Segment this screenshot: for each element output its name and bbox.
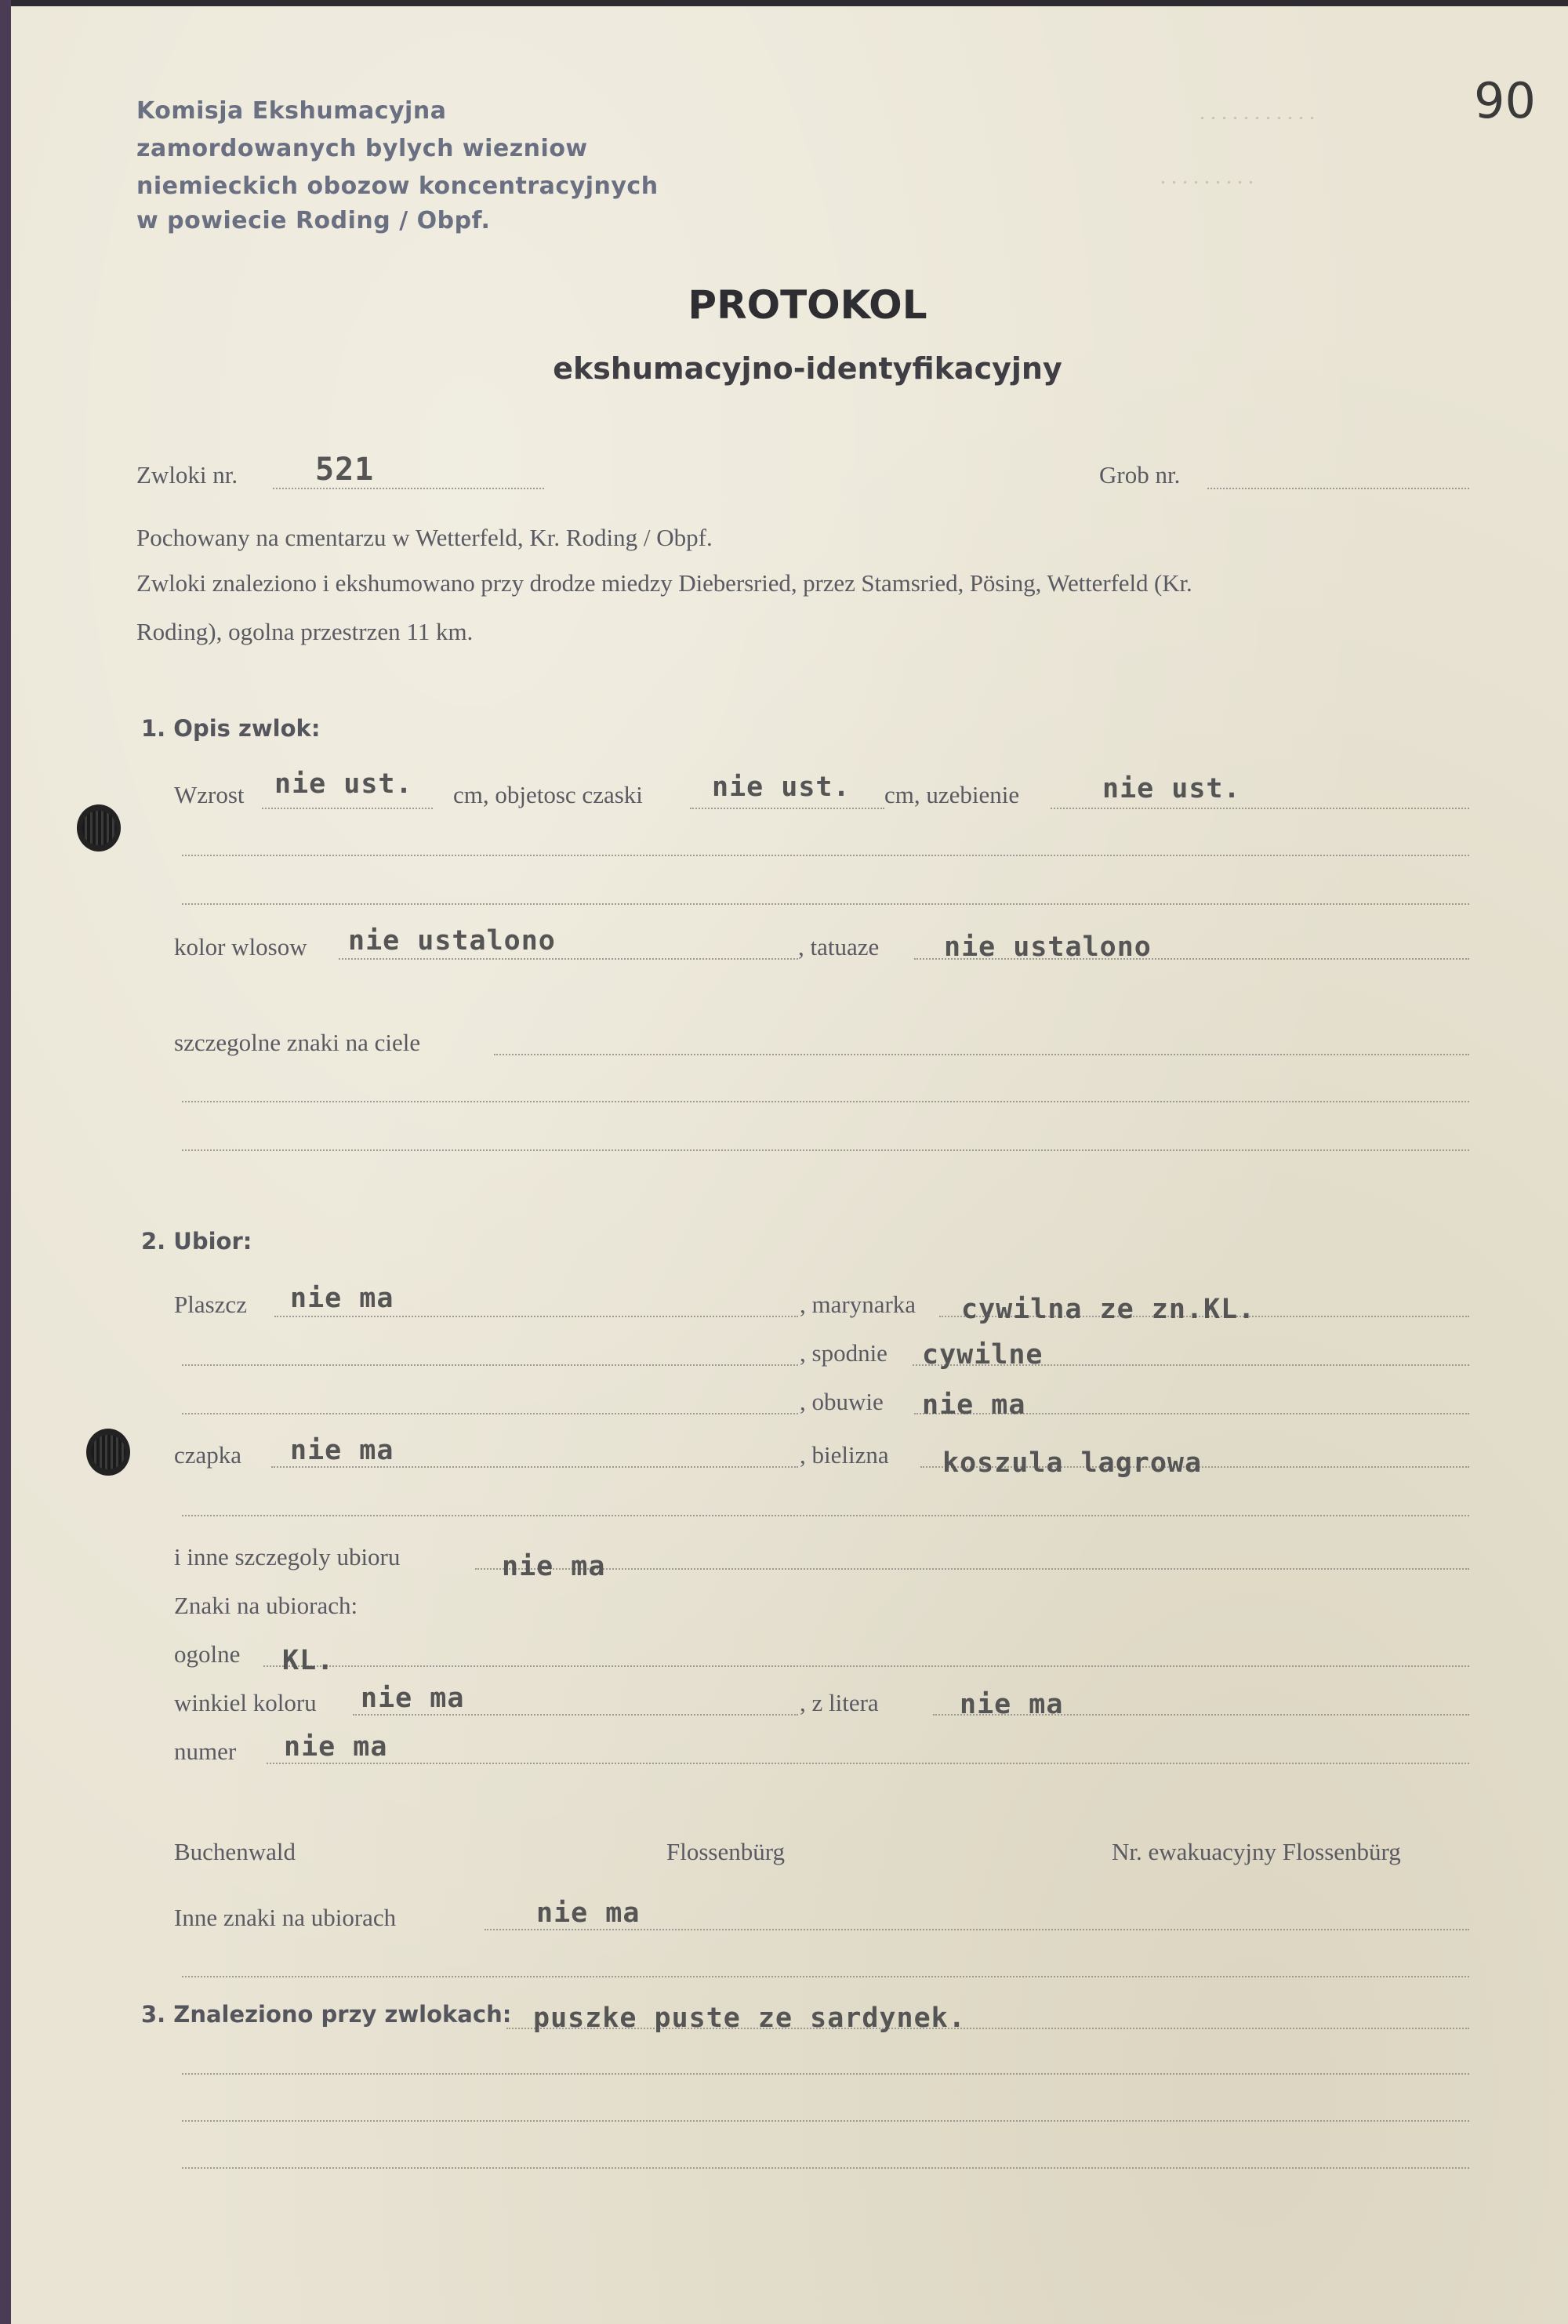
scan-edge-left [0, 0, 11, 2324]
section-2-heading: 2. Ubior: [141, 1228, 252, 1255]
skull-value: nie ust. [712, 772, 851, 803]
other-clothing-field-line [475, 1568, 1469, 1570]
punch-hole-icon [77, 804, 121, 852]
burial-text: Pochowany na cmentarzu w Wetterfeld, Kr. Roding / Obpf. [136, 524, 713, 551]
hair-value: nie ustalono [348, 925, 556, 957]
coat-field-line [274, 1316, 798, 1317]
blank-line [182, 1149, 1469, 1151]
letter-label: , z litera [800, 1689, 879, 1716]
found-text-line-1: Zwloki znaleziono i ekshumowano przy drodze miedzy Diebersried, przez Stamsried, Pösing, Wetterfeld (Kr. [136, 569, 1192, 597]
bleed-through-text: . . . . . . . . . [1160, 165, 1254, 189]
teeth-field-line [1051, 808, 1469, 809]
body-number-value: 521 [315, 452, 375, 488]
bleed-through-text: . . . . . . . . . . . [1200, 100, 1315, 125]
other-clothing-marks-label: Inne znaki na ubiorach [174, 1904, 397, 1931]
document-title: PROTOKOL [688, 282, 927, 328]
header-line-2: zamordowanych bylych wiezniow [136, 135, 588, 162]
section-3-heading: 3. Znaleziono przy zwlokach: [141, 2001, 512, 2028]
cap-value: nie ma [290, 1435, 394, 1466]
blank-line [182, 855, 1469, 856]
coat-label: Plaszcz [174, 1291, 247, 1318]
body-marks-label: szczegolne znaki na ciele [174, 1029, 421, 1056]
blank-line [182, 903, 1469, 905]
body-number-field-line [273, 488, 544, 489]
blank-line [182, 1515, 1469, 1516]
height-value: nie ust. [274, 768, 413, 800]
general-marks-label: ogolne [174, 1640, 241, 1668]
grave-number-field-line [1207, 488, 1469, 489]
tattoo-label: , tatuaze [798, 933, 880, 960]
jacket-value: cywilna ze zn.KL. [961, 1294, 1256, 1325]
hair-label: kolor wlosow [174, 933, 307, 960]
general-marks-field-line [263, 1665, 1469, 1667]
evacuation-number-label: Nr. ewakuacyjny Flossenbürg [1112, 1838, 1401, 1865]
found-text-line-2: Roding), ogolna przestrzen 11 km. [136, 618, 474, 645]
cap-field-line [271, 1466, 798, 1468]
skull-field-line [690, 808, 884, 809]
height-field-line [262, 808, 433, 809]
blank-line [182, 1413, 798, 1414]
height-label: Wzrost [174, 781, 245, 808]
jacket-label: , marynarka [800, 1291, 916, 1318]
document-subtitle: ekshumacyjno-identyfikacyjny [553, 351, 1062, 386]
blank-line [182, 2073, 1469, 2075]
shoes-value: nie ma [922, 1389, 1026, 1421]
cap-label: czapka [174, 1441, 242, 1469]
underwear-label: , bielizna [800, 1441, 889, 1469]
hair-field-line [339, 958, 798, 960]
teeth-value: nie ust. [1102, 773, 1241, 804]
header-line-3: niemieckich obozow koncentracyjnych [136, 172, 659, 200]
section-1-heading: 1. Opis zwlok: [141, 715, 321, 742]
tattoo-value: nie ustalono [944, 931, 1152, 963]
other-clothing-marks-field-line [485, 1929, 1469, 1930]
winkel-label: winkiel koloru [174, 1689, 317, 1716]
other-clothing-label: i inne szczegoly ubioru [174, 1543, 401, 1571]
general-marks-value: KL. [282, 1645, 335, 1676]
number-value: nie ma [284, 1731, 388, 1763]
page-number: 90 [1474, 72, 1536, 129]
blank-line [182, 2167, 1469, 2169]
blank-line [182, 1364, 798, 1366]
teeth-label: cm, uzebienie [884, 781, 1020, 808]
other-clothing-value: nie ma [502, 1551, 606, 1582]
winkel-value: nie ma [361, 1683, 465, 1714]
trousers-value: cywilne [922, 1339, 1044, 1371]
letter-value: nie ma [960, 1689, 1064, 1720]
other-clothing-marks-value: nie ma [536, 1897, 641, 1929]
body-number-label: Zwloki nr. [136, 461, 238, 488]
shoes-label: , obuwie [800, 1388, 884, 1415]
header-line-4: w powiecie Roding / Obpf. [136, 207, 491, 234]
winkel-field-line [353, 1714, 798, 1716]
grave-number-label: Grob nr. [1099, 461, 1181, 488]
scan-edge-top [0, 0, 1568, 6]
body-marks-field-line [494, 1054, 1469, 1055]
underwear-value: koszula lagrowa [942, 1447, 1203, 1479]
header-line-1: Komisja Ekshumacyjna [136, 97, 447, 125]
blank-line [182, 1101, 1469, 1102]
clothing-marks-label: Znaki na ubiorach: [174, 1592, 358, 1619]
coat-value: nie ma [290, 1283, 394, 1314]
number-label: numer [174, 1738, 237, 1765]
found-items-value: puszke puste ze sardynek. [533, 2003, 966, 2034]
camp-flossenburg-label: Flossenbürg [666, 1838, 786, 1865]
camp-buchenwald-label: Buchenwald [174, 1838, 296, 1865]
trousers-label: , spodnie [800, 1339, 887, 1367]
blank-line [182, 1976, 1469, 1977]
number-field-line [267, 1763, 1469, 1764]
skull-label: cm, objetosc czaski [453, 781, 643, 808]
blank-line [182, 2120, 1469, 2122]
punch-hole-icon [86, 1429, 130, 1476]
